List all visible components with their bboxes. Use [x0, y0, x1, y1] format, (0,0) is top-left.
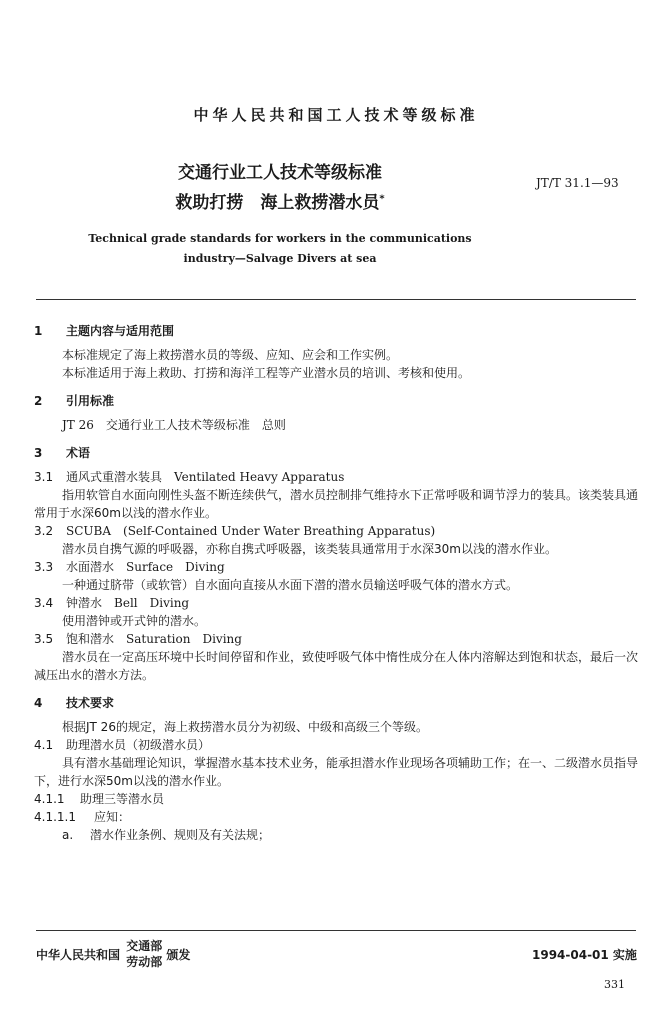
subsection-heading	[34, 790, 638, 808]
term-number: 3.1	[34, 470, 54, 484]
paragraph: 具有潜水基础理论知识，掌握潜水基本技术业务，能承担潜水作业现场各项辅助工作；在一、二级潜水员指导下，进行水深50m以浅的潜水作业。	[34, 756, 639, 788]
section-3	[34, 444, 638, 684]
term-number: 3.4	[34, 596, 54, 610]
term-definition: 潜水员在一定高压环境中长时间停留和作业，致使呼吸气体中惰性成分在人体内溶解达到饱和状态，最后一次减压出水的潜水方法。	[34, 650, 639, 682]
term-heading	[34, 468, 638, 486]
section-title: 术语	[66, 446, 91, 460]
page-subtitle-text: 救助打捞 海上救捞潜水员	[175, 193, 380, 213]
term-name: 水面潜水	[66, 560, 115, 574]
term-number: 3.5	[34, 632, 54, 646]
list-item-text: 潜水作业条例、规则及有关法规；	[90, 828, 271, 842]
subsection-number: 4.1.1.1	[34, 810, 76, 824]
subsection-title: 助理三等潜水员	[80, 792, 165, 806]
term-heading	[34, 558, 638, 576]
section-heading	[34, 322, 638, 340]
term-english: Surface Diving	[126, 560, 225, 574]
term-english: Bell Diving	[114, 596, 190, 610]
subsection-title: 助理潜水员（初级潜水员）	[66, 738, 211, 752]
section-number: 4	[34, 696, 43, 710]
english-title-line2: industry—Salvage Divers at sea	[183, 252, 377, 265]
term-name: 通风式重潜水装具	[66, 470, 163, 484]
term-name: SCUBA	[66, 524, 111, 538]
section-heading	[34, 694, 638, 712]
issue-label: 颁发	[166, 947, 191, 962]
subsection-number: 4.1.1	[34, 792, 65, 806]
term-heading	[34, 630, 638, 648]
term-english: Saturation Diving	[126, 632, 242, 646]
section-number: 2	[34, 394, 43, 408]
term-heading	[34, 594, 638, 612]
standard-category: 中华人民共和国工人技术等级标准	[193, 106, 479, 124]
standard-code: JT/T 31.1—93	[536, 176, 619, 190]
header-divider	[36, 299, 636, 300]
page-title: 交通行业工人技术等级标准	[178, 163, 382, 183]
document-body	[34, 322, 638, 844]
page-subtitle	[0, 188, 560, 213]
reference-item	[34, 416, 638, 434]
section-heading	[34, 392, 638, 410]
section-number: 1	[34, 324, 43, 338]
section-title: 技术要求	[66, 696, 115, 710]
implementation-date: 1994-04-01 实施	[532, 948, 637, 962]
term-english: (Self-Contained Under Water Breathing Apparatus)	[123, 524, 436, 538]
department-1: 交通部	[126, 939, 163, 953]
list-item-label: a.	[62, 828, 74, 842]
subsection-title: 应知：	[94, 810, 131, 824]
term-definition: 使用潜钟或开式钟的潜水。	[62, 614, 207, 628]
section-title: 主题内容与适用范围	[66, 324, 175, 338]
paragraph: 根据JT 26的规定，海上救捞潜水员分为初级、中级和高级三个等级。	[62, 720, 428, 734]
term-name: 钟潜水	[66, 596, 103, 610]
country-name: 中华人民共和国	[36, 947, 121, 962]
term-name: 饱和潜水	[66, 632, 115, 646]
term-number: 3.2	[34, 524, 54, 538]
english-title-line1: Technical grade standards for workers in the communications	[88, 232, 472, 245]
subsection-number: 4.1	[34, 738, 54, 752]
footnote-mark: *	[379, 193, 385, 205]
term-definition: 潜水员自携气源的呼吸器，亦称自携式呼吸器，该类装具通常用于水深30m以浅的潜水作业。	[62, 542, 557, 556]
subsection-heading	[34, 736, 638, 754]
departments	[126, 938, 162, 970]
section-2	[34, 392, 638, 434]
paragraph: 本标准适用于海上救助、打捞和海洋工程等产业潜水员的培训、考核和使用。	[62, 366, 471, 380]
department-2: 劳动部	[126, 955, 163, 969]
term-number: 3.3	[34, 560, 54, 574]
section-number: 3	[34, 446, 43, 460]
term-heading	[34, 522, 638, 540]
term-english: Ventilated Heavy Apparatus	[174, 470, 345, 484]
subsection-heading	[34, 808, 638, 826]
paragraph: 本标准规定了海上救捞潜水员的等级、应知、应会和工作实例。	[62, 348, 399, 362]
issuing-authority	[36, 938, 190, 970]
section-heading	[34, 444, 638, 462]
term-definition: 指用软管自水面向刚性头盔不断连续供气，潜水员控制排气维持水下正常呼吸和调节浮力的装具。该类装具通常用于水深60m以浅的潜水作业。	[34, 488, 639, 520]
reference-title: 交通行业工人技术等级标准 总则	[105, 418, 286, 432]
reference-code: JT 26	[62, 418, 94, 432]
section-1	[34, 322, 638, 382]
page-number: 331	[604, 978, 625, 991]
section-title: 引用标准	[66, 394, 115, 408]
list-item	[34, 826, 638, 844]
section-4	[34, 694, 638, 844]
footer-divider	[36, 930, 636, 931]
term-definition: 一种通过脐带（或软管）自水面向直接从水面下潜的潜水员输送呼吸气体的潜水方式。	[62, 578, 519, 592]
